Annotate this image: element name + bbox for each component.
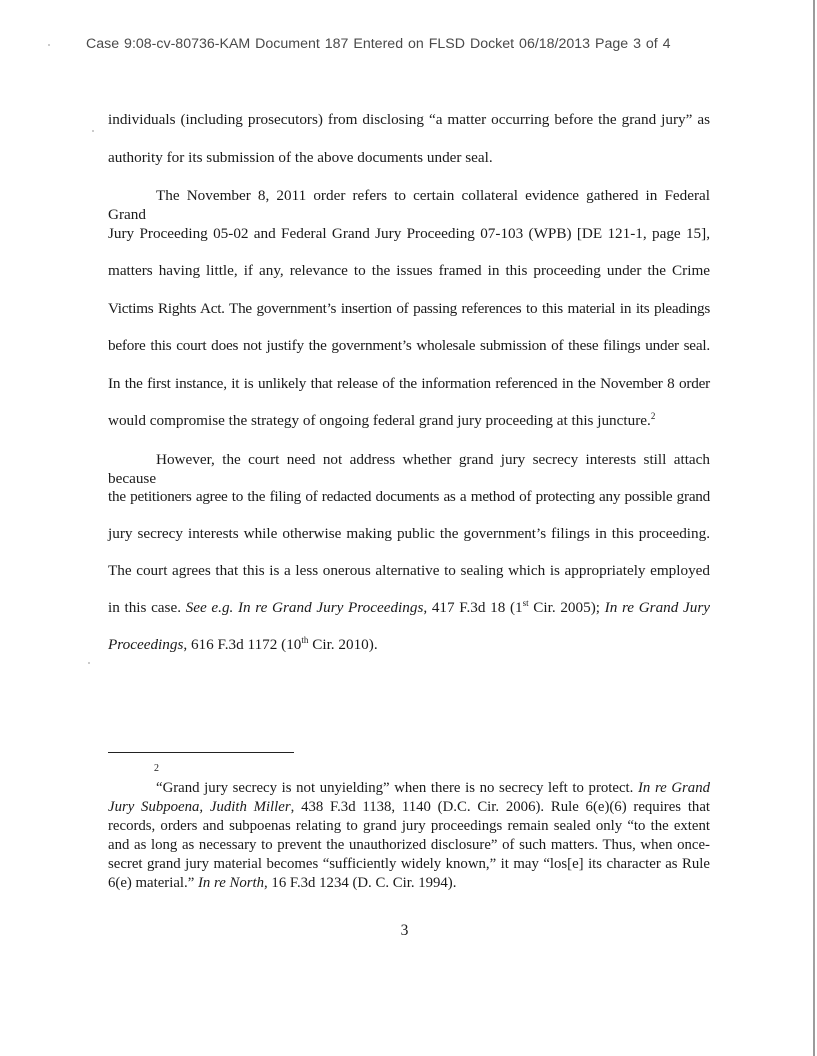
body-line: In the first instance, it is unlikely that release of the information referenced in the November 8 order [108, 374, 710, 392]
body-line: matters having little, if any, relevance to the issues framed in this proceeding under the Crime [108, 262, 710, 279]
scan-speck [48, 44, 50, 46]
scan-page-edge [813, 0, 815, 1056]
footnote-body: , 438 F.3d 1138, 1140 (D.C. Cir. 2006). Rule 6(e)(6) requires that records, orders and subpoenas relating to grand jury proceedings remain sealed only “to the extent and as long as necessary to prevent the unauthorized disclosure” of such matters. Thus, when once-secret grand jury material becomes “sufficiently widely known,” it may “los[e] its character as Rule 6(e) material.” [108, 799, 711, 891]
footnote-tail: , 16 F.3d 1234 (D. C. Cir. 1994). [264, 875, 457, 891]
body-line [108, 635, 710, 672]
citation-case-name: In re North [197, 875, 265, 891]
body-line-text: would compromise the strategy of ongoing federal grand jury proceeding at this juncture. [108, 412, 651, 429]
paragraph-3 [108, 450, 710, 672]
citation-reporter: , 616 F.3d 1172 (10 [183, 636, 302, 653]
body-line: However, the court need not address whether grand jury secrecy interests still attach because [108, 451, 710, 487]
citation-court: Cir. 2010). [308, 636, 378, 653]
citation-lead: in this case. [108, 599, 186, 616]
footnote-quote: “Grand jury secrecy is not unyielding” when there is no secrecy left to protect. [156, 780, 638, 796]
citation-court: Cir. 2005); [528, 599, 605, 616]
footnote-text [108, 779, 710, 893]
body-line: Victims Rights Act. The government’s insertion of passing references to this material in its pleadings [108, 299, 710, 317]
body-line: The November 8, 2011 order refers to certain collateral evidence gathered in Federal Grand [108, 187, 710, 223]
body-line: the petitioners agree to the filing of redacted documents as a method of protecting any possible grand [108, 488, 710, 505]
citation-case-name: Proceedings [108, 636, 184, 653]
paragraph-1 [108, 110, 710, 186]
citation-case-name: See e.g. In re Grand Jury Proceedings [185, 599, 424, 616]
docket-header: Case 9:08-cv-80736-KAM Document 187 Entered on FLSD Docket 06/18/2013 Page 3 of 4 [86, 36, 671, 52]
body-line: authority for its submission of the above documents under seal. [108, 149, 493, 166]
citation-case-name: In re Grand Jury [604, 599, 710, 616]
body-line: individuals (including prosecutors) from disclosing “a matter occurring before the grand jury” as [108, 111, 710, 128]
citation-case-name: In re Grand Jury Subpoena, Judith Miller [108, 780, 711, 815]
footnote-ref: 2 [650, 410, 656, 421]
citation-reporter: , 417 F.3d 18 (1 [423, 599, 523, 616]
body-line [108, 411, 710, 449]
page-number: 3 [400, 922, 409, 939]
ordinal-suffix: th [301, 634, 309, 645]
paragraph-2 [108, 186, 710, 449]
scan-speck [92, 130, 94, 132]
scan-speck [88, 662, 90, 664]
body-line: The court agrees that this is a less onerous alternative to sealing which is appropriately employed [108, 562, 710, 579]
footnote-separator [108, 752, 294, 753]
body-line: Jury Proceeding 05-02 and Federal Grand Jury Proceeding 07-103 (WPB) [DE 121-1, page 15], [108, 224, 710, 242]
footnote-number: 2 [154, 763, 159, 774]
ordinal-suffix: st [522, 597, 529, 608]
body-line: before this court does not justify the government’s wholesale submission of these filings under seal. [108, 337, 710, 354]
body-line: jury secrecy interests while otherwise making public the government’s filings in this proceeding. [108, 525, 710, 542]
body-line [108, 598, 710, 635]
